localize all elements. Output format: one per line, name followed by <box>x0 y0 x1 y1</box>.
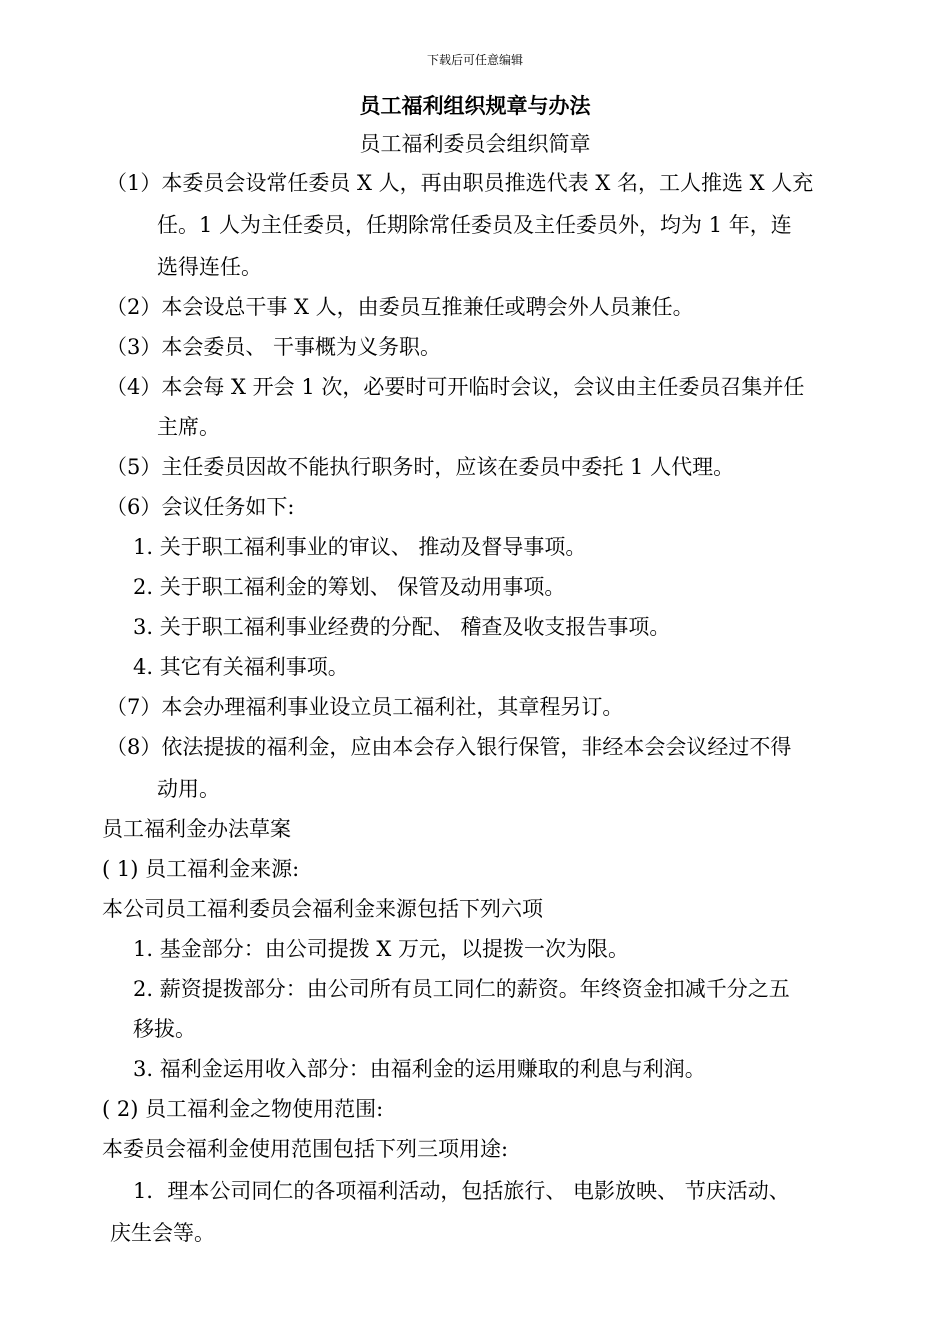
section-heading-fund-draft: 员工福利金办法草案 <box>102 817 291 841</box>
clause-4-line-1: （4）本会每 X 开会 1 次，必要时可开临时会议，会议由主任委员召集并任 <box>106 375 805 399</box>
fund-section-2-intro: 本委员会福利金使用范围包括下列三项用途: <box>102 1137 509 1161</box>
fund-use-item-1-line-2: 庆生会等。 <box>110 1221 215 1245</box>
clause-6: （6）会议任务如下: <box>106 495 295 519</box>
fund-source-item-1: 1. 基金部分：由公司提拨 X 万元，以提拨一次为限。 <box>133 937 630 961</box>
clause-1-line-2: 任。1 人为主任委员，任期除常任委员及主任委员外，均为 1 年，连 <box>157 213 792 237</box>
fund-source-item-3: 3. 福利金运用收入部分：由福利金的运用赚取的利息与利润。 <box>133 1057 706 1081</box>
clause-8-line-1: （8）依法提拔的福利金，应由本会存入银行保管，非经本会会议经过不得 <box>106 735 792 759</box>
fund-use-item-1-line-1: 1．理本公司同仁的各项福利活动，包括旅行、 电影放映、 节庆活动、 <box>133 1179 790 1203</box>
clause-6-item-4: 4. 其它有关福利事项。 <box>133 655 349 679</box>
document-subtitle: 员工福利委员会组织简章 <box>359 132 591 156</box>
header-note: 下载后可任意编辑 <box>426 53 523 67</box>
fund-section-2-heading: ( 2) 员工福利金之物使用范围: <box>102 1097 384 1121</box>
clause-1-line-1: （1）本委员会设常任委员 X 人，再由职员推选代表 X 名，工人推选 X 人充 <box>106 171 814 195</box>
clause-4-line-2: 主席。 <box>157 415 220 439</box>
fund-section-1-intro: 本公司员工福利委员会福利金来源包括下列六项 <box>102 897 543 921</box>
clause-1-line-3: 选得连任。 <box>157 255 262 279</box>
clause-6-item-2: 2. 关于职工福利金的筹划、 保管及动用事项。 <box>133 575 566 599</box>
clause-6-item-3: 3. 关于职工福利事业经费的分配、 稽查及收支报告事项。 <box>133 615 671 639</box>
clause-8-line-2: 动用。 <box>157 777 220 801</box>
clause-6-item-1: 1. 关于职工福利事业的审议、 推动及督导事项。 <box>133 535 587 559</box>
fund-section-1-heading: ( 1) 员工福利金来源: <box>102 857 300 881</box>
fund-source-item-2-line-1: 2. 薪资提拨部分：由公司所有员工同仁的薪资。年终资金扣减千分之五 <box>133 977 790 1001</box>
clause-7: （7）本会办理福利事业设立员工福利社，其章程另订。 <box>106 695 624 719</box>
clause-3: （3）本会委员、 干事概为义务职。 <box>106 335 442 359</box>
clause-5: （5）主任委员因故不能执行职务时，应该在委员中委托 1 人代理。 <box>106 455 735 479</box>
document-title: 员工福利组织规章与办法 <box>359 93 591 118</box>
fund-source-item-2-line-2: 移拔。 <box>133 1017 196 1041</box>
clause-2: （2）本会设总干事 X 人，由委员互推兼任或聘会外人员兼任。 <box>106 295 694 319</box>
